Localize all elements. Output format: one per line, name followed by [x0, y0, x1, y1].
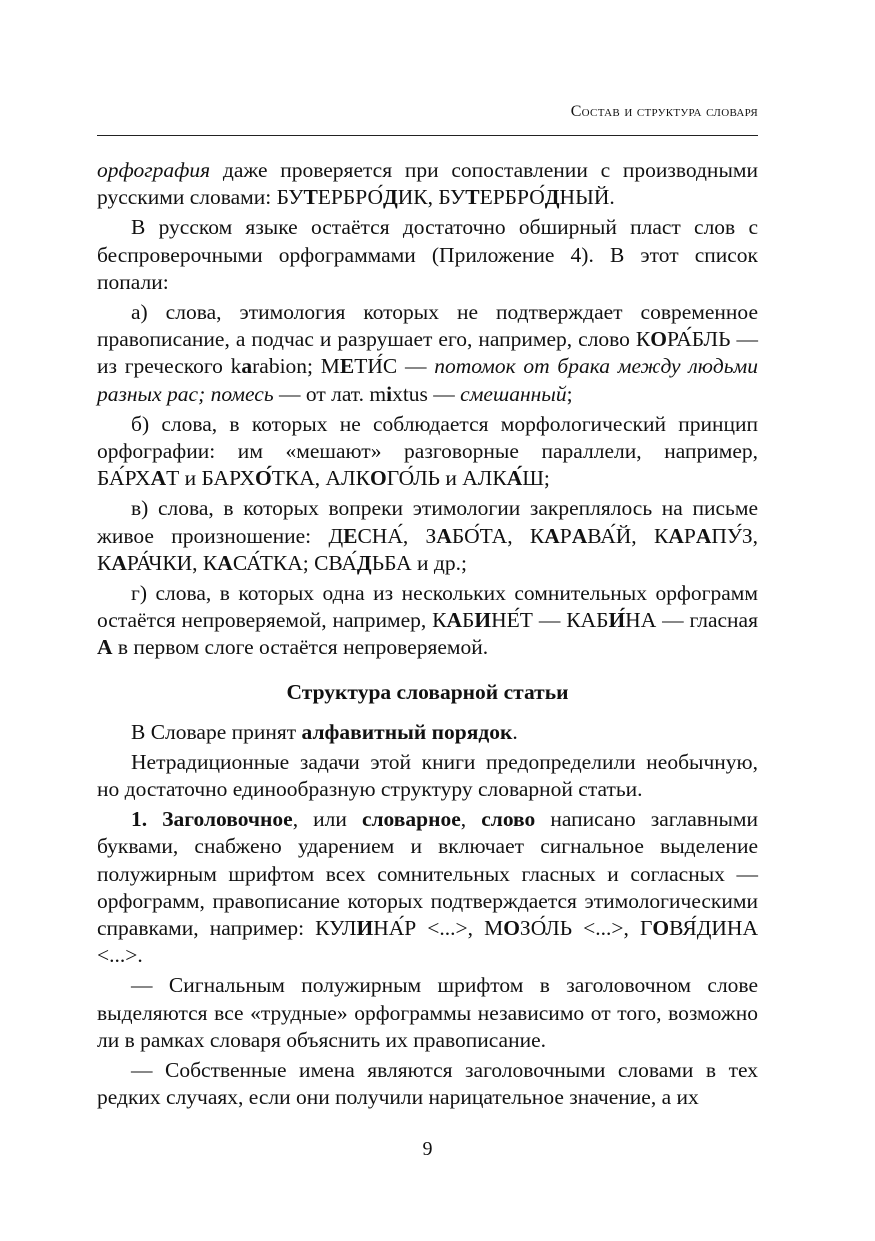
- text-run: ;: [566, 381, 573, 406]
- text-run: СА́ТКА; СВА́: [232, 550, 357, 575]
- bold-run: А: [571, 523, 588, 548]
- text-run: НА́Р <...>, М: [373, 916, 504, 941]
- text-run: , или: [292, 807, 362, 832]
- bold-run: А́: [506, 466, 523, 491]
- text-run: .: [512, 719, 518, 744]
- bold-run: i: [386, 381, 393, 406]
- bold-run: А: [668, 523, 684, 548]
- text-run: Т и БАРХ: [166, 466, 256, 491]
- italic-run: смешанный: [460, 381, 567, 406]
- text-run: ТИ́С —: [354, 354, 435, 379]
- bold-run: словарное: [361, 807, 461, 832]
- bold-run: А: [436, 523, 452, 548]
- bold-run: Т: [303, 185, 318, 210]
- para-orfografiya-cont: [97, 157, 758, 211]
- para-sobstvennye: [97, 1057, 758, 1111]
- text-run: ВЯ́ДИНА <...>.: [97, 916, 758, 968]
- para-item-a: [97, 299, 758, 408]
- text-run: В русском языке остаётся достаточно обширный пласт слов с беспроверочными орфограммами (Приложение 4). В этот список попали:: [97, 215, 758, 294]
- text-run: Ш;: [522, 466, 550, 491]
- bold-run: О: [650, 327, 668, 352]
- para-item-b: [97, 411, 758, 493]
- text-run: в первом слоге остаётся непроверяемой.: [112, 635, 489, 660]
- text-run: — от лат. m: [273, 381, 387, 406]
- text-run: ЕРБРО́: [479, 185, 545, 210]
- para-alfavitnyi: [97, 719, 758, 746]
- text-run: Структура словарной статьи: [286, 679, 569, 704]
- italic-run: орфография: [97, 158, 211, 182]
- text-run: Б: [462, 608, 475, 633]
- para-neproverochnye-plast: [97, 214, 758, 296]
- text-run: ЗО́ЛЬ <...>, Г: [519, 916, 653, 941]
- para-item-g: [97, 580, 758, 662]
- text-run: НЕ́Т — КАБ: [491, 608, 609, 633]
- bold-run: Е: [339, 354, 355, 379]
- para-signalnym: [97, 972, 758, 1054]
- bold-run: a: [241, 354, 253, 379]
- book-page: [97, 0, 758, 1241]
- text-run: Р: [559, 523, 572, 548]
- bold-run: Д: [544, 185, 560, 210]
- text-run: ВА́Й, К: [587, 523, 669, 548]
- text-run: РА́ЧКИ, К: [126, 550, 218, 575]
- bold-run: А: [150, 466, 167, 491]
- bold-run: И: [356, 916, 374, 941]
- bold-run: А: [217, 550, 233, 575]
- text-run: БО́ТА, К: [451, 523, 545, 548]
- text-run: в) слова, в которых вопреки этимологии закреплялось на письме живое произношение: Д: [97, 496, 758, 548]
- bold-run: И́: [608, 608, 626, 633]
- text-run: ИК, БУ: [397, 185, 466, 210]
- text-run: ГО́ЛЬ и АЛК: [386, 466, 507, 491]
- italic-run: потомок от брака между людьми разных рас; помесь: [97, 354, 758, 406]
- text-run: ТКА, АЛК: [271, 466, 370, 491]
- bold-run: Д: [356, 550, 372, 575]
- body-text: [97, 157, 758, 1115]
- bold-run: О: [369, 466, 387, 491]
- para-item-v: [97, 495, 758, 577]
- text-run: ,: [460, 807, 482, 832]
- text-run: ПУ́З, К: [97, 523, 758, 575]
- text-run: Нетрадиционные задачи этой книги предопределили необычную, но достаточно единообразную структуру словарной статьи.: [97, 749, 758, 802]
- bold-run: слово: [481, 807, 536, 832]
- text-run: rabion; М: [252, 354, 340, 379]
- text-run: написано заглавными буквами, снабжено ударением и включает сигнальное выделение полужирным шрифтом всех сомнительных гласных и согласных — орфограмм, правописание которых подтверждается этимологическими справками, например: КУЛ: [97, 807, 758, 941]
- section-heading: [97, 679, 758, 706]
- text-run: НЫЙ.: [559, 185, 615, 210]
- bold-run: А: [544, 523, 560, 548]
- text-run: даже проверяется при сопоставлении с производными русскими словами: БУ: [97, 158, 758, 210]
- running-head: Состав и структура словаря: [570, 103, 758, 120]
- bold-run: А: [695, 523, 712, 548]
- text-run: — Сигнальным полужирным шрифтом в заголовочном слове выделяются все «трудные» орфограммы независимо от того, возможно ли в рамках словаря объяснить их правописание.: [97, 973, 758, 1052]
- bold-run: О: [503, 916, 520, 941]
- text-run: СНА́, З: [357, 523, 437, 548]
- bold-run: О: [652, 916, 670, 941]
- bold-run: алфавитный порядок: [301, 719, 513, 744]
- para-zagolovochnoe: [97, 806, 758, 969]
- bold-run: 1. Заголовочное: [131, 807, 293, 832]
- bold-run: Д: [382, 185, 398, 210]
- bold-run: О́: [255, 466, 272, 491]
- text-run: б) слова, в которых не соблюдается морфологический принцип орфографии: им «мешают» разговорные параллели, например, БА́РХ: [97, 411, 758, 491]
- text-run: а) слова, этимология которых не подтверждает современное правописание, а подчас и разрушает его, например, слово К: [97, 300, 758, 352]
- text-run: ЕРБРО́: [317, 185, 383, 210]
- bold-run: А: [111, 550, 127, 575]
- bold-run: И: [474, 608, 492, 633]
- text-run: В Словаре принят: [131, 719, 302, 744]
- text-run: НА — гласная: [625, 608, 758, 633]
- text-run: г) слова, в которых одна из нескольких сомнительных орфограмм остаётся непроверяемой, например, К: [97, 581, 758, 633]
- text-run: ЬБА и др.;: [371, 550, 467, 575]
- header-rule: [97, 135, 758, 136]
- text-run: РА́БЛЬ — из греческого k: [97, 327, 758, 379]
- bold-run: Е: [343, 523, 358, 548]
- page-number: 9: [422, 1138, 433, 1160]
- text-run: Р: [683, 523, 696, 548]
- bold-run: Т: [465, 185, 480, 210]
- bold-run: А: [446, 608, 463, 633]
- bold-run: А: [97, 635, 113, 660]
- text-run: — Собственные имена являются заголовочными словами в тех редких случаях, если они получили нарицательное значение, а их: [97, 1058, 758, 1110]
- text-run: xtus —: [392, 381, 461, 406]
- para-netraditsionnye: [97, 749, 758, 803]
